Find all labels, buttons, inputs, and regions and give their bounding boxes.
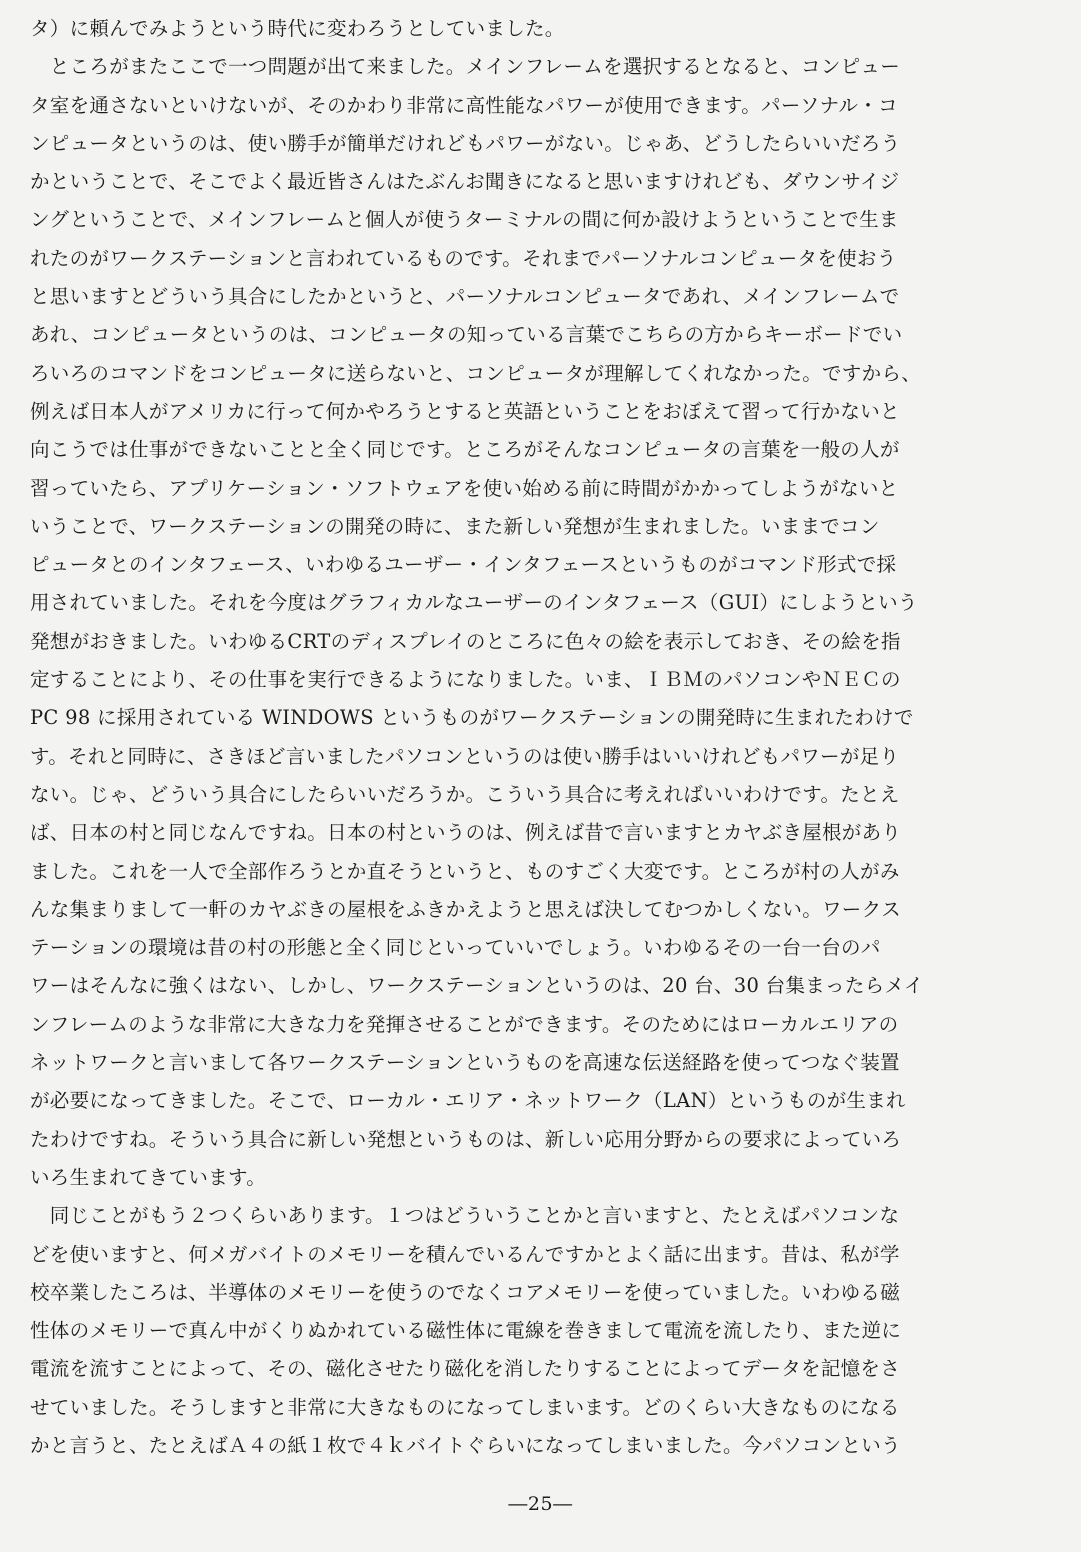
- text-line: ば、日本の村と同じなんですね。日本の村というのは、例えば昔で言いますとカヤぶき屋根があり: [30, 821, 902, 845]
- text-line: タ室を通さないといけないが、そのかわり非常に高性能なパワーが使用できます。パーソナル・コ: [30, 93, 898, 117]
- text-line: ない。じゃ、どういう具合にしたらいいだろうか。こういう具合に考えればいいわけです。たとえ: [30, 782, 900, 806]
- text-line: す。それと同時に、さきほど言いましたパソコンというのは使い勝手はいいけれどもパワーが足り: [30, 744, 900, 768]
- text-line: せていました。そうしますと非常に大きなものになってしまいます。どのくらい大きなものになる: [30, 1395, 900, 1419]
- text-line: ろいろのコマンドをコンピュータに送らないと、コンピュータが理解してくれなかった。ですから、: [30, 361, 922, 385]
- text-line: ンフレームのような非常に大きな力を発揮させることができます。そのためにはローカルエリアの: [30, 1012, 899, 1036]
- text-line: タ）に頼んでみようという時代に変わろうとしていました。: [30, 17, 565, 40]
- text-line: 用されていました。それを今度はグラフィカルなユーザーのインタフェース（GUI）にしようという: [30, 591, 918, 615]
- text-line: 性体のメモリーで真ん中がくりぬかれている磁性体に電線を巻きまして電流を流したり、また逆に: [30, 1319, 902, 1343]
- text-line: かということで、そこでよく最近皆さんはたぶんお聞きになると思いますけれども、ダウンサイジ: [30, 170, 900, 194]
- text-line: ワーはそんなに強くはない、しかし、ワークステーションというのは、20 台、30 台集まったらメイ: [30, 974, 924, 998]
- text-line: ネットワークと言いまして各ワークステーションというものを高速な伝送経路を使ってつなぐ装置: [30, 1051, 900, 1075]
- text-line: ました。これを一人で全部作ろうとか直そうというと、ものすごく大変です。ところが村の人がみ: [30, 859, 900, 883]
- text-line: かと言うと、たとえばＡ４の紙１枚で４ｋバイトぐらいになってしまいました。今パソコンという: [30, 1433, 901, 1457]
- text-line: ングということで、メインフレームと個人が使うターミナルの間に何か設けようということで生ま: [30, 208, 899, 232]
- text-line: 習っていたら、アプリケーション・ソフトウェアを使い始める前に時間がかかってしようがないと: [30, 476, 899, 500]
- text-line: んな集まりまして一軒のカヤぶきの屋根をふきかえようと思えば決してむつかしくない。ワークス: [30, 897, 902, 921]
- text-line: 定することにより、その仕事を実行できるようになりました。いま、ＩＢＭのパソコンやＮＥＣの: [30, 668, 901, 692]
- page-number: ―25―: [508, 1493, 573, 1515]
- text-line: が必要になってきました。そこで、ローカル・エリア・ネットワーク（LAN）というものが生まれ: [30, 1089, 906, 1113]
- text-line: いろ生まれてきています。: [30, 1165, 267, 1189]
- text-line: れたのがワークステーションと言われているものです。それまでパーソナルコンピュータを使おう: [30, 246, 897, 270]
- text-line: あれ、コンピュータというのは、コンピュータの知っている言葉でこちらの方からキーボードでい: [30, 323, 903, 347]
- text-line: PC 98 に採用されている WINDOWS というものがワークステーションの開発時に生まれたわけで: [30, 706, 914, 730]
- text-line: テーションの環境は昔の村の形態と全く同じといっていいでしょう。いわゆるその一台一台のパ: [30, 936, 881, 960]
- text-line: ピュータとのインタフェース、いわゆるユーザー・インタフェースというものがコマンド形式で採: [30, 553, 897, 577]
- text-line: 発想がおきました。いわゆるCRTのディスプレイのところに色々の絵を表示しておき、その絵を指: [30, 629, 901, 653]
- text-line: 向こうでは仕事ができないことと全く同じです。ところがそんなコンピュータの言葉を一般の人が: [30, 438, 900, 462]
- text-line: どを使いますと、何メガバイトのメモリーを積んでいるんですかとよく話に出ます。昔は、私が学: [30, 1242, 900, 1266]
- text-line: 同じことがもう２つくらいあります。１つはどういうことかと言いますと、たとえばパソコンな: [30, 1204, 900, 1228]
- text-line: いうことで、ワークステーションの開発の時に、また新しい発想が生まれました。いままでコン: [30, 514, 880, 538]
- text-line: 校卒業したころは、半導体のメモリーを使うのでなくコアメモリーを使っていました。いわゆる磁: [30, 1280, 901, 1304]
- text-line: たわけですね。そういう具合に新しい発想というものは、新しい応用分野からの要求によっていろ: [30, 1127, 902, 1151]
- text-line: ンピュータというのは、使い勝手が簡単だけれどもパワーがない。じゃあ、どうしたらいいだろう: [30, 131, 901, 155]
- text-line: ところがまたここで一つ問題が出て来ました。メインフレームを選択するとなると、コンピュー: [30, 55, 901, 79]
- body-text: [30, 10, 1030, 1465]
- text-line: 例えば日本人がアメリカに行って何かやろうとすると英語ということをおぼえて習って行かないと: [30, 399, 900, 423]
- text-line: と思いますとどういう具合にしたかというと、パーソナルコンピュータであれ、メインフレームで: [30, 285, 900, 309]
- text-line: 電流を流すことによって、その、磁化させたり磁化を消したりすることによってデータを記憶をさ: [30, 1357, 901, 1381]
